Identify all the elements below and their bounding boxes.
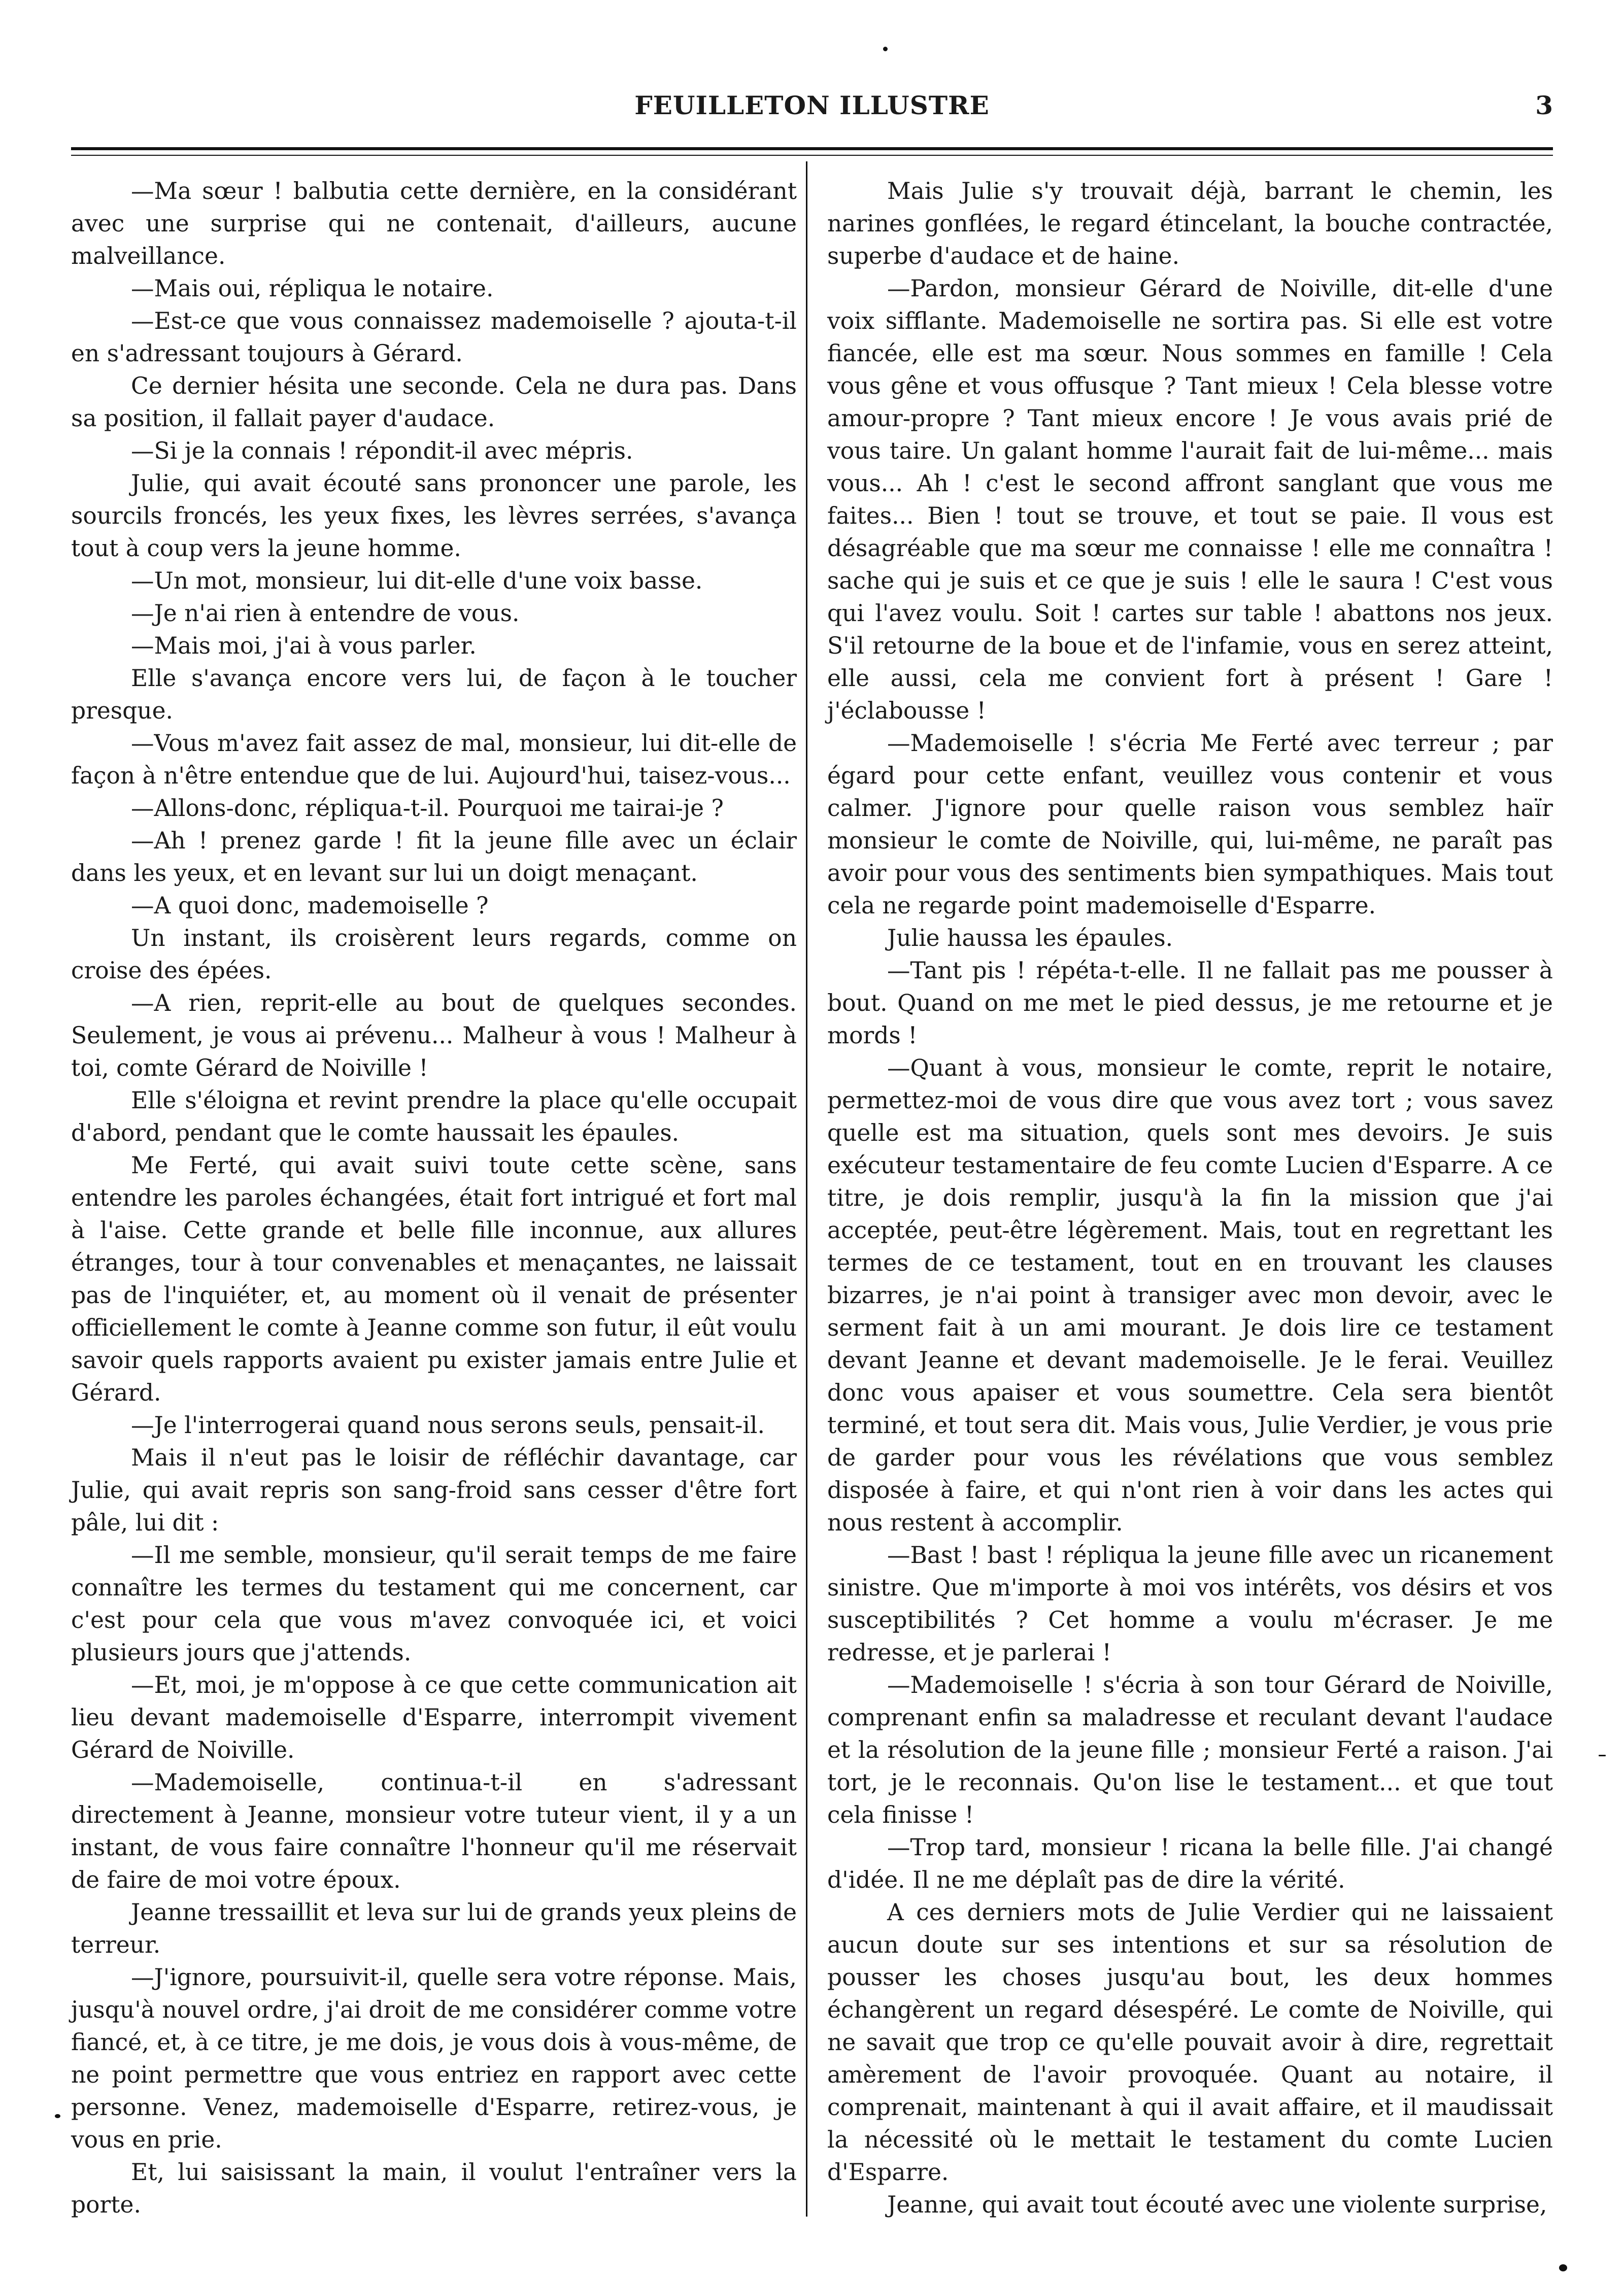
paragraph: —Quant à vous, monsieur le comte, reprit le notaire, permettez-moi de vous dire que vous avez tort ; vous savez quelle est ma situation, quels sont mes devoirs. Je suis exécuteur testamentaire de feu comte Lucien d'Esparre. A ce titre, je dois remplir, jusqu'à la fin la mission que j'ai acceptée, peut-être légèrement. Mais, tout en regrettant les termes de ce testament, tout en en trouvant les clauses bizarres, je n'ai point à transiger avec mon devoir, avec le serment fait à un ami mourant. Je dois lire ce testament devant Jeanne et devant mademoiselle. Je le ferai. Veuillez donc vous apaiser et vous soumettre. Cela sera bientôt terminé, et tout sera dit. Mais vous, Julie Verdier, je vous prie de garder pour vous les révélations que vous semblez disposée à faire, et qui n'ont rien à voir dans les actes qui nous restent à accomplir.: [827, 1055, 1553, 1536]
paragraph: Julie haussa les épaules.: [887, 925, 1173, 951]
paragraph: Un instant, ils croisèrent leurs regards, comme on croise des épées.: [71, 925, 797, 984]
paragraph: —Trop tard, monsieur ! ricana la belle fille. J'ai changé d'idée. Il ne me déplaît pas de dire la vérité.: [827, 1834, 1553, 1893]
paragraph: —A quoi donc, mademoiselle ?: [131, 892, 489, 919]
paragraph: —Mademoiselle ! s'écria Me Ferté avec terreur ; par égard pour cette enfant, veuillez vous contenir et vous calmer. J'ignore pour quelle raison vous semblez haïr monsieur le comte de Noiville, qui, lui-même, ne paraît pas avoir pour vous des sentiments bien sympathiques. Mais tout cela ne regarde point mademoiselle d'Esparre.: [827, 730, 1553, 919]
paragraph: Mais il n'eut pas le loisir de réfléchir davantage, car Julie, qui avait repris son sang-froid sans cesser d'être fort pâle, lui dit :: [71, 1444, 797, 1536]
header-rule-thin: [71, 155, 1553, 156]
ink-speck: [55, 2114, 60, 2118]
column-divider: [806, 161, 807, 2217]
paragraph: Ce dernier hésita une seconde. Cela ne dura pas. Dans sa position, il fallait payer d'audace.: [71, 372, 797, 432]
paragraph: —Un mot, monsieur, lui dit-elle d'une voix basse.: [131, 567, 703, 594]
paragraph: —Bast ! bast ! répliqua la jeune fille avec un ricanement sinistre. Que m'importe à moi vos intérêts, vos désirs et vos susceptibilités ? Cet homme a voulu m'écraser. Je me redresse, et je parlerai !: [827, 1542, 1553, 1666]
left-column: [71, 175, 797, 2221]
paragraph: —Mais oui, répliqua le notaire.: [131, 275, 494, 302]
paragraph: —Pardon, monsieur Gérard de Noiville, dit-elle d'une voix sifflante. Mademoiselle ne sortira pas. Si elle est votre fiancée, elle est ma sœur. Nous sommes en famille ! Cela vous gêne et vous offusque ? Tant mieux ! Cela blesse votre amour-propre ? Tant mieux encore ! Je vous avais prié de vous taire. Un galant homme l'aurait fait de lui-même... mais vous... Ah ! c'est le second affront sanglant que vous me faites... Bien ! tout se trouve, et tout se paie. Il vous est désagréable que ma sœur me connaisse ! elle me connaîtra ! sache qui je suis et ce que je suis ! elle le saura ! C'est vous qui l'avez voulu. Soit ! cartes sur table ! abattons nos jeux. S'il retourne de la boue et de l'infamie, vous en serez atteint, elle aussi, cela me convient fort à présent ! Gare ! j'éclabousse !: [827, 275, 1553, 724]
paragraph: —Ah ! prenez garde ! fit la jeune fille avec un éclair dans les yeux, et en levant sur lui un doigt menaçant.: [71, 827, 797, 887]
paragraph: Elle s'éloigna et revint prendre la place qu'elle occupait d'abord, pendant que le comte haussait les épaules.: [71, 1087, 797, 1146]
ink-speck: [1599, 1755, 1606, 1756]
paragraph: —Je n'ai rien à entendre de vous.: [131, 600, 520, 627]
paragraph: —A rien, reprit-elle au bout de quelques secondes. Seulement, je vous ai prévenu... Malheur à vous ! Malheur à toi, comte Gérard de Noiville !: [71, 990, 797, 1081]
paragraph: Julie, qui avait écouté sans prononcer une parole, les sourcils froncés, les yeux fixes, les lèvres serrées, s'avança tout à coup vers la jeune homme.: [71, 470, 797, 562]
paragraph: —Vous m'avez fait assez de mal, monsieur, lui dit-elle de façon à n'être entendue que de lui. Aujourd'hui, taisez-vous...: [71, 730, 797, 789]
paragraph: —Est-ce que vous connaissez mademoiselle ? ajouta-t-il en s'adressant toujours à Gérard.: [71, 308, 797, 367]
paragraph: Mais Julie s'y trouvait déjà, barrant le chemin, les narines gonflées, le regard étincelant, la bouche contractée, superbe d'audace et de haine.: [827, 178, 1553, 269]
ink-speck: [883, 47, 888, 51]
paragraph: Elle s'avança encore vers lui, de façon à le toucher presque.: [71, 665, 797, 724]
paragraph: —Il me semble, monsieur, qu'il serait temps de me faire connaître les termes du testament qui me concernent, car c'est pour cela que vous m'avez convoquée ici, et voici plusieurs jours que j'attends.: [71, 1542, 797, 1666]
running-title: FEUILLETON ILLUSTRE: [634, 90, 990, 120]
paragraph: Me Ferté, qui avait suivi toute cette scène, sans entendre les paroles échangées, était fort intrigué et fort mal à l'aise. Cette grande et belle fille inconnue, aux allures étranges, tour à tour convenables et menaçantes, ne laissait pas de l'inquiéter, et, au moment où il venait de présenter officiellement le comte à Jeanne comme son futur, il eût voulu savoir quels rapports avaient pu exister jamais entre Julie et Gérard.: [71, 1152, 797, 1406]
page-number: 3: [1535, 90, 1553, 120]
paragraph: —J'ignore, poursuivit-il, quelle sera votre réponse. Mais, jusqu'à nouvel ordre, j'ai droit de me considérer comme votre fiancé, et, à ce titre, je me dois, je vous dois à vous-même, de ne point permettre que vous entriez en rapport avec cette personne. Venez, mademoiselle d'Esparre, retirez-vous, je vous en prie.: [71, 1964, 797, 2153]
right-column: [827, 175, 1553, 2221]
paragraph: A ces derniers mots de Julie Verdier qui ne laissaient aucun doute sur ses intentions et sur sa résolution de pousser les choses jusqu'au bout, les deux hommes échangèrent un regard désespéré. Le comte de Noiville, qui ne savait que trop ce qu'elle pouvait avoir à dire, regrettait amèrement de l'avoir provoquée. Quant au notaire, il comprenait, maintenant à qui il avait affaire, et il maudissait la nécessité où le mettait le testament du comte Lucien d'Esparre.: [827, 1899, 1553, 2186]
paragraph: —Si je la connais ! répondit-il avec mépris.: [131, 437, 633, 464]
page-header: [71, 90, 1553, 131]
paragraph: —Ma sœur ! balbutia cette dernière, en la considérant avec une surprise qui ne contenait, d'ailleurs, aucune malveillance.: [71, 178, 797, 269]
paragraph: Jeanne, qui avait tout écouté avec une violente surprise,: [887, 2191, 1547, 2218]
paragraph: —Mademoiselle, continua-t-il en s'adressant directement à Jeanne, monsieur votre tuteur vient, il y a un instant, de vous faire connaître l'honneur qu'il me réservait de faire de moi votre époux.: [71, 1769, 797, 1893]
paragraph: —Je l'interrogerai quand nous serons seuls, pensait-il.: [131, 1412, 765, 1439]
paragraph: —Mais moi, j'ai à vous parler.: [131, 632, 477, 659]
paragraph: —Tant pis ! répéta-t-elle. Il ne fallait pas me pousser à bout. Quand on me met le pied dessus, je me retourne et je mords !: [827, 957, 1553, 1049]
ink-speck: [1559, 2264, 1567, 2271]
paragraph: Jeanne tressaillit et leva sur lui de grands yeux pleins de terreur.: [71, 1899, 797, 1958]
paragraph: —Mademoiselle ! s'écria à son tour Gérard de Noiville, comprenant enfin sa maladresse et reculant devant l'audace et la résolution de la jeune fille ; monsieur Ferté a raison. J'ai tort, je le reconnais. Qu'on lise le testament... et que tout cela finisse !: [827, 1672, 1553, 1828]
paragraph: —Et, moi, je m'oppose à ce que cette communication ait lieu devant mademoiselle d'Esparre, interrompit vivement Gérard de Noiville.: [71, 1672, 797, 1763]
paragraph: —Allons-donc, répliqua-t-il. Pourquoi me tairai-je ?: [131, 795, 724, 822]
header-rule: [71, 147, 1553, 150]
paragraph: Et, lui saisissant la main, il voulut l'entraîner vers la porte.: [71, 2159, 797, 2218]
